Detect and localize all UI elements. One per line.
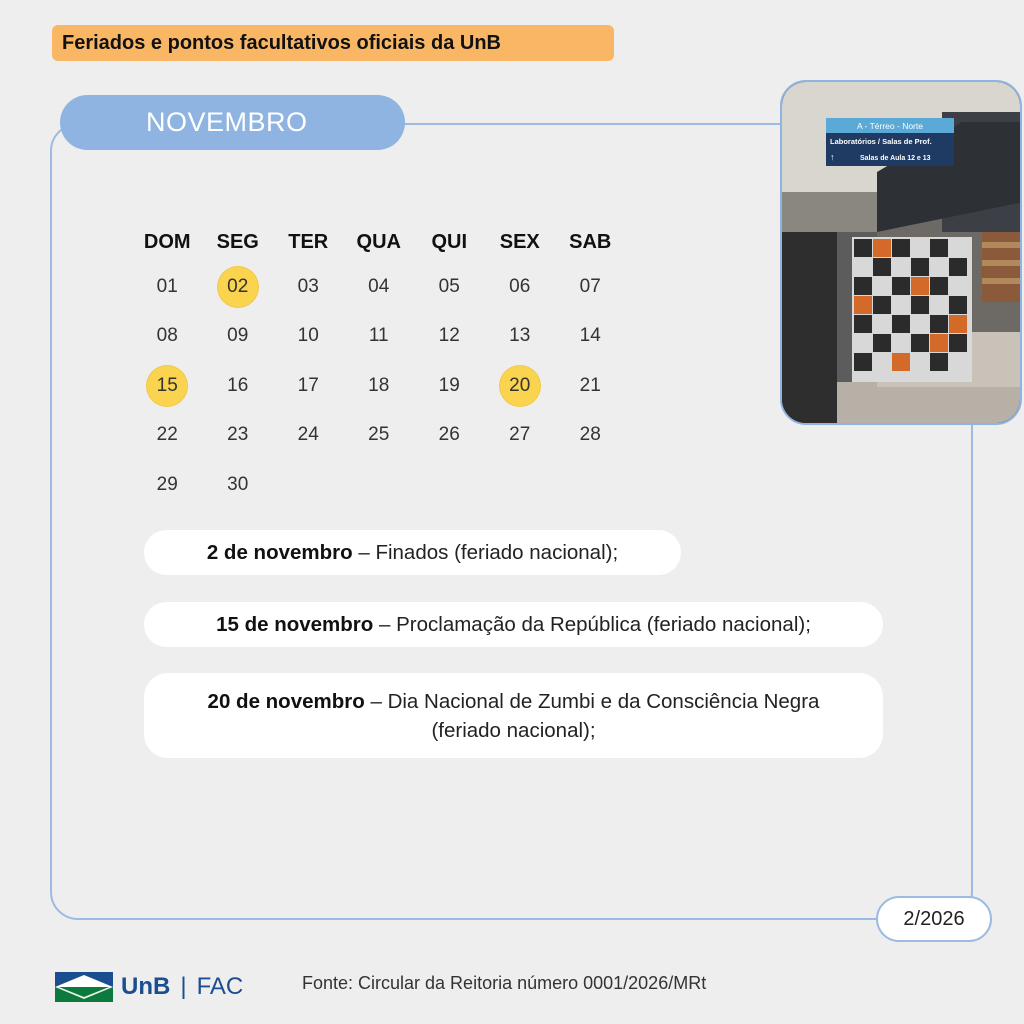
day-cell bbox=[203, 361, 274, 411]
unb-fac-logo bbox=[55, 972, 243, 1002]
day-number: 26 bbox=[438, 424, 460, 446]
day-number: 09 bbox=[227, 325, 249, 347]
day-number: 01 bbox=[156, 275, 178, 297]
holiday-item: 2 de novembro – Finados (feriado nacional); bbox=[144, 530, 681, 575]
day-number: 14 bbox=[579, 325, 601, 347]
day-number: 15 bbox=[147, 366, 187, 406]
day-number: 08 bbox=[156, 325, 178, 347]
day-cell bbox=[132, 312, 203, 362]
day-number: 02 bbox=[218, 267, 258, 307]
day-number: 17 bbox=[297, 374, 319, 396]
day-number: 29 bbox=[156, 473, 178, 495]
day-number: 05 bbox=[438, 275, 460, 297]
day-cell bbox=[414, 361, 485, 411]
holiday-desc-cont: (feriado nacional); bbox=[431, 719, 596, 742]
day-number: 03 bbox=[297, 275, 319, 297]
day-cell bbox=[555, 361, 626, 411]
day-cell bbox=[203, 411, 274, 461]
day-number: 22 bbox=[156, 424, 178, 446]
page-number: 2/2026 bbox=[876, 896, 992, 942]
day-cell bbox=[344, 411, 415, 461]
day-cell bbox=[555, 411, 626, 461]
holiday-date: 20 de novembro bbox=[207, 690, 365, 713]
day-number: 11 bbox=[368, 325, 389, 347]
day-number: 25 bbox=[368, 424, 390, 446]
weekday-header: TER bbox=[288, 231, 329, 253]
day-cell bbox=[273, 262, 344, 312]
holiday-date: 15 de novembro bbox=[216, 613, 374, 636]
day-cell bbox=[132, 411, 203, 461]
day-number: 04 bbox=[368, 275, 390, 297]
day-number: 12 bbox=[438, 325, 460, 347]
month-label: NOVEMBRO bbox=[60, 95, 405, 150]
day-cell bbox=[344, 262, 415, 312]
day-number: 07 bbox=[579, 275, 601, 297]
sign-line-1: A - Térreo - Norte bbox=[857, 121, 923, 131]
day-cell bbox=[555, 262, 626, 312]
sign-line-3: Salas de Aula 12 e 13 bbox=[860, 155, 931, 162]
day-cell bbox=[132, 262, 203, 312]
day-number: 16 bbox=[227, 374, 249, 396]
day-cell bbox=[485, 312, 556, 362]
day-cell-holiday bbox=[485, 361, 556, 411]
day-cell bbox=[485, 411, 556, 461]
day-cell bbox=[414, 312, 485, 362]
day-cell bbox=[203, 312, 274, 362]
day-number: 23 bbox=[227, 424, 249, 446]
campus-photo bbox=[780, 80, 1022, 425]
day-cell bbox=[344, 361, 415, 411]
day-number: 27 bbox=[509, 424, 531, 446]
weekday-header: QUA bbox=[356, 231, 401, 253]
unb-flag-icon bbox=[55, 972, 113, 1002]
day-number: 06 bbox=[509, 275, 531, 297]
weekday-header: SEX bbox=[499, 231, 540, 253]
campus-photo-illustration bbox=[782, 82, 1022, 425]
weekday-header: DOM bbox=[143, 231, 191, 253]
day-number: 30 bbox=[227, 473, 249, 495]
unit-name: FAC bbox=[196, 973, 244, 1000]
holiday-desc: Dia Nacional de Zumbi e da Consciência Negra bbox=[387, 690, 820, 713]
holiday-date: 2 de novembro bbox=[206, 541, 353, 564]
source-note: Fonte: Circular da Reitoria número 0001/2026/MRt bbox=[302, 973, 707, 993]
day-number: 13 bbox=[509, 325, 531, 347]
day-cell bbox=[414, 411, 485, 461]
day-cell bbox=[485, 262, 556, 312]
day-cell bbox=[273, 361, 344, 411]
day-cell bbox=[555, 312, 626, 362]
day-cell-holiday bbox=[132, 361, 203, 411]
weekday-header: SEG bbox=[216, 231, 259, 253]
brand-name: UnB bbox=[121, 973, 171, 1000]
day-cell bbox=[414, 262, 485, 312]
page-title: Feriados e pontos facultativos oficiais da UnB bbox=[52, 25, 614, 61]
day-number: 21 bbox=[579, 374, 601, 396]
day-cell bbox=[132, 460, 203, 510]
calendar-grid bbox=[132, 222, 626, 510]
holiday-desc: Proclamação da República (feriado nacional); bbox=[396, 613, 811, 636]
day-number: 28 bbox=[579, 424, 601, 446]
day-number: 20 bbox=[500, 366, 540, 406]
day-cell bbox=[273, 411, 344, 461]
weekday-header: SAB bbox=[569, 231, 612, 253]
sign-arrow: ↑ bbox=[830, 152, 835, 162]
holiday-item: 20 de novembro – Dia Nacional de Zumbi e da Consciência Negra (feriado nacional); bbox=[144, 673, 883, 758]
day-cell-holiday bbox=[203, 262, 274, 312]
day-number: 10 bbox=[297, 325, 319, 347]
day-number: 19 bbox=[438, 374, 460, 396]
weekday-header: QUI bbox=[431, 231, 468, 253]
day-number: 18 bbox=[368, 374, 390, 396]
sign-line-2: Laboratórios / Salas de Prof. bbox=[830, 137, 932, 146]
brand-separator: | bbox=[180, 973, 187, 1000]
day-cell bbox=[273, 312, 344, 362]
holiday-item: 15 de novembro – Proclamação da República (feriado nacional); bbox=[144, 602, 883, 647]
day-number: 24 bbox=[297, 424, 319, 446]
day-cell bbox=[344, 312, 415, 362]
holiday-desc: Finados (feriado nacional); bbox=[375, 541, 619, 564]
day-cell bbox=[203, 460, 274, 510]
